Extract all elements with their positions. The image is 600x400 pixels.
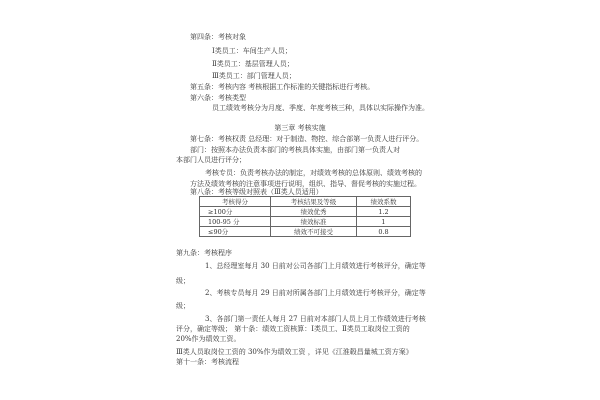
table-header-cell: 考核结果及等级 bbox=[271, 197, 357, 207]
table-cell: 0.8 bbox=[356, 227, 410, 237]
procedure-1-line-1: 1、总经理室每月 30 日前对公司各部门上月绩效进行考核评分，确定等 bbox=[205, 262, 426, 270]
procedure-3-line-1: 3、各部门第一责任人每月 27 日前对本部门人员上月工作绩效进行考核 bbox=[205, 315, 426, 323]
table-header-cell: 考核得分 bbox=[200, 197, 271, 207]
section-7-line-5: 方法及绩效考核的注意事项进行说明，组织、指导、督促考核的实施过程。 bbox=[190, 180, 421, 188]
section-4-item-1: Ⅰ类员工：车间生产人员； bbox=[212, 47, 292, 55]
table-cell: ≥100分 bbox=[200, 207, 271, 217]
table-row bbox=[200, 207, 411, 217]
table-row bbox=[200, 217, 411, 227]
procedure-3-line-3: 20%作为绩效工资。 bbox=[176, 335, 241, 343]
grade-table bbox=[199, 196, 411, 237]
section-9-title: 第九条：考核程序 bbox=[176, 249, 232, 257]
table-cell: 1.2 bbox=[356, 207, 410, 217]
table-row bbox=[200, 227, 411, 237]
table-cell: 绩效标准 bbox=[271, 217, 357, 227]
procedure-3-line-2: 评分，确定等级； 第十条：绩效工资核算：Ⅰ类员工、Ⅱ类员工取岗位工资的 bbox=[176, 325, 410, 333]
table-header-cell: 绩效系数 bbox=[356, 197, 410, 207]
section-7-line-1: 第七条：考核权责 总经理：对于制造、物控、综合部第一负责人进行评分。 bbox=[190, 135, 424, 143]
table-cell: 100-95 分 bbox=[200, 217, 271, 227]
procedure-2-line-1: 2、考核专员每月 29 日前对所属各部门上月绩效进行考核评分，确定等 bbox=[205, 289, 426, 297]
section-4-item-2: Ⅱ类员工：基层管理人员； bbox=[212, 60, 294, 68]
table-header-row bbox=[200, 197, 411, 207]
chapter-3-heading: 第三章 考核实施 bbox=[274, 124, 326, 132]
procedure-1-line-2: 级； bbox=[176, 277, 190, 285]
section-7-line-2: 部门：按照本办法负责本部门的考核具体实施，由部门第一负责人对 bbox=[190, 146, 400, 154]
section-11-title: 第十一条：考核流程 bbox=[176, 358, 239, 366]
section-5: 第五条：考核内容 考核根据工作标准的关键指标进行考核。 bbox=[190, 83, 375, 91]
section-4-item-3: Ⅲ类员工：部门管理人员； bbox=[212, 72, 296, 80]
table-cell: 绩效优秀 bbox=[271, 207, 357, 217]
section-4-title: 第四条：考核对象 bbox=[190, 33, 246, 41]
section-8-title: 第八条：考核等级对照表（Ⅲ类人员适用） bbox=[190, 188, 323, 196]
table-cell: 1 bbox=[356, 217, 410, 227]
section-6-title: 第六条：考核类型 bbox=[190, 94, 246, 102]
table-cell: ≤90分 bbox=[200, 227, 271, 237]
section-10-line: Ⅲ类人员取岗位工资的 30%作为绩效工资 ，详见《江淮毂昌量城工资方案》 bbox=[176, 348, 413, 356]
section-6-body: 员工绩效考核分为月度、季度、年度考核三种，具体以实际操作为准。 bbox=[212, 104, 429, 112]
procedure-2-line-2: 级； bbox=[176, 302, 190, 310]
section-7-line-3: 本部门人员进行评分； bbox=[176, 156, 246, 164]
table-cell: 绩效不可接受 bbox=[271, 227, 357, 237]
section-7-line-4: 考核专员：负责考核办法的制定，对绩效考核的总体原则、绩效考核的 bbox=[205, 169, 422, 177]
